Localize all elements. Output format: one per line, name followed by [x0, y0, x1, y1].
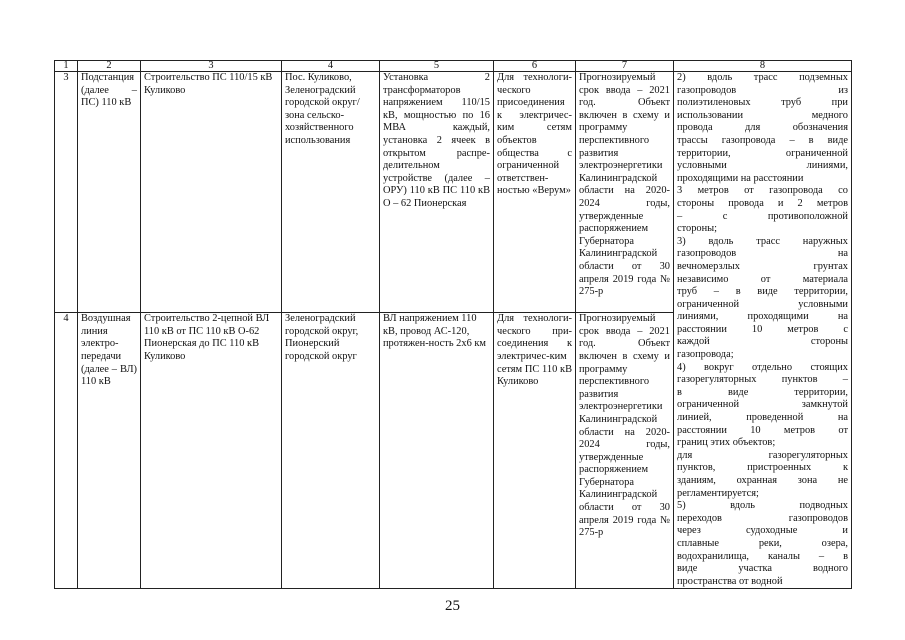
reason-cell: Для технологи-ческого при-соединения к электричес-ким сетям ПС 110 кВ Куликово [494, 313, 576, 589]
protection-zone-line: ограниченной замкнутой [677, 399, 848, 411]
protection-zone-line: стороны провода и 2 метров [677, 197, 848, 209]
protection-zone-line: провода для обозначения [677, 122, 848, 134]
protection-zone-line: переходов газопроводов [677, 512, 848, 524]
protection-zone-line: в виде территории, [677, 386, 848, 398]
protection-zone-line: вечномерзлых грунтах [677, 260, 848, 272]
object-name-cell: Подстанция (далее – ПС) 110 кВ [78, 72, 141, 313]
row-number: 3 [55, 72, 78, 313]
protection-zone-cell [674, 72, 852, 589]
protection-zone-line: газопроводов на [677, 248, 848, 260]
protection-zone-line: трассы газопровода – в виде [677, 134, 848, 146]
protection-zone-line: 2) вдоль трасс подземных [677, 72, 848, 83]
protection-zone-line: 5) вдоль подводных [677, 500, 848, 512]
parameters-cell: ВЛ напряжением 110 кВ, провод АС-120, протяжен-ность 2х6 км [380, 313, 494, 589]
object-purpose-cell: Строительство ПС 110/15 кВ Куликово [141, 72, 282, 313]
protection-zone-line: независимо от материала [677, 273, 848, 285]
protection-zone-line: пунктов, пристроенных к [677, 462, 848, 474]
protection-zone-line: ограниченной условными [677, 298, 848, 310]
term-cell: Прогнозируемый срок ввода – 2021 год. Объект включен в схему и программу перспективного развития электроэнергетики Калининградской области на 2020-2024 годы, утвержденные распоряжением Губернатора Калининградской области от 30 апреля 2019 года № 275-р [576, 313, 674, 589]
column-number: 3 [141, 61, 282, 72]
protection-zone-line: газопроводов из [677, 84, 848, 96]
protection-zone-line: проходящими на расстоянии [677, 172, 804, 184]
protection-zone-line: 3 метров от газопровода со [677, 185, 848, 197]
protection-zone-text [677, 72, 848, 588]
protection-zone-line: использовании медного [677, 109, 848, 121]
protection-zone-line: регламентируется; [677, 487, 759, 499]
protection-zone-line: расстоянии 10 метров с [677, 323, 848, 335]
protection-zone-line: расстоянии 10 метров от [677, 424, 848, 436]
protection-zone-line: территории, ограниченной [677, 147, 848, 159]
column-number: 1 [55, 61, 78, 72]
protection-zone-line: газопровода; [677, 349, 734, 361]
page-number: 25 [445, 598, 460, 614]
protection-zone-line: виде участка водного [677, 563, 848, 575]
column-number: 8 [674, 61, 852, 72]
protection-zone-line: 3) вдоль трасс наружных [677, 235, 848, 247]
data-table [54, 60, 852, 589]
location-cell: Пос. Куликово, Зеленоградский городской округ/ зона сельско-хозяйственного использования [282, 72, 380, 313]
protection-zone-line: полиэтиленовых труб при [677, 97, 848, 109]
parameters-cell: Установка 2 трансформаторов напряжением 110/15 кВ, мощностью по 16 МВА каждый, установка 2 ячеек в открытом распре-делительном устройстве (далее – ОРУ) 110 кВ ПС 110 кВ О – 62 Пионерская [380, 72, 494, 313]
column-number: 6 [494, 61, 576, 72]
location-cell: Зеленоградский городской округ, Пионерский городской округ [282, 313, 380, 589]
protection-zone-line: стороны; [677, 223, 718, 235]
column-number: 5 [380, 61, 494, 72]
protection-zone-line: труб – в виде территории, [677, 286, 848, 298]
protection-zone-line: линиями, проходящими на [677, 311, 848, 323]
protection-zone-line: линией, проведенной на [677, 412, 848, 424]
protection-zone-line: каждой стороны [677, 336, 848, 348]
protection-zone-line: границ этих объектов; [677, 437, 776, 449]
reason-cell: Для технологи-ческого присоединения к электричес-ким сетям объектов общества с ограниченной ответствен-ностью «Верум» [494, 72, 576, 313]
protection-zone-line: зданиям, охранная зона не [677, 475, 848, 486]
protection-zone-line: пространства от водной [677, 575, 783, 587]
column-number-row [55, 61, 852, 72]
protection-zone-line: через судоходные и [677, 525, 848, 537]
protection-zone-line: 4) вокруг отдельно стоящих [677, 361, 848, 373]
protection-zone-line: сплавные реки, озера, [677, 537, 848, 549]
object-purpose-cell: Строительство 2-цепной ВЛ 110 кВ от ПС 110 кВ О-62 Пионерская до ПС 110 кВ Куликово [141, 313, 282, 589]
protection-zone-line: условными линиями, [677, 160, 848, 172]
table-row [55, 72, 852, 313]
column-number: 4 [282, 61, 380, 72]
protection-zone-line: газорегуляторных пунктов – [677, 374, 848, 386]
protection-zone-line: водохранилища, каналы – в [677, 550, 848, 562]
term-cell: Прогнозируемый срок ввода – 2021 год. Объект включен в схему и программу перспективного развития электроэнергетики Калининградской области на 2020-2024 годы, утвержденные распоряжением Губернатора Калининградской области от 30 апреля 2019 года № 275-р [576, 72, 674, 313]
row-number: 4 [55, 313, 78, 589]
protection-zone-line: – с противоположной [677, 210, 848, 222]
protection-zone-line: для газорегуляторных [677, 449, 848, 461]
object-name-cell: Воздушная линия электро-передачи (далее – ВЛ) 110 кВ [78, 313, 141, 589]
column-number: 2 [78, 61, 141, 72]
column-number: 7 [576, 61, 674, 72]
